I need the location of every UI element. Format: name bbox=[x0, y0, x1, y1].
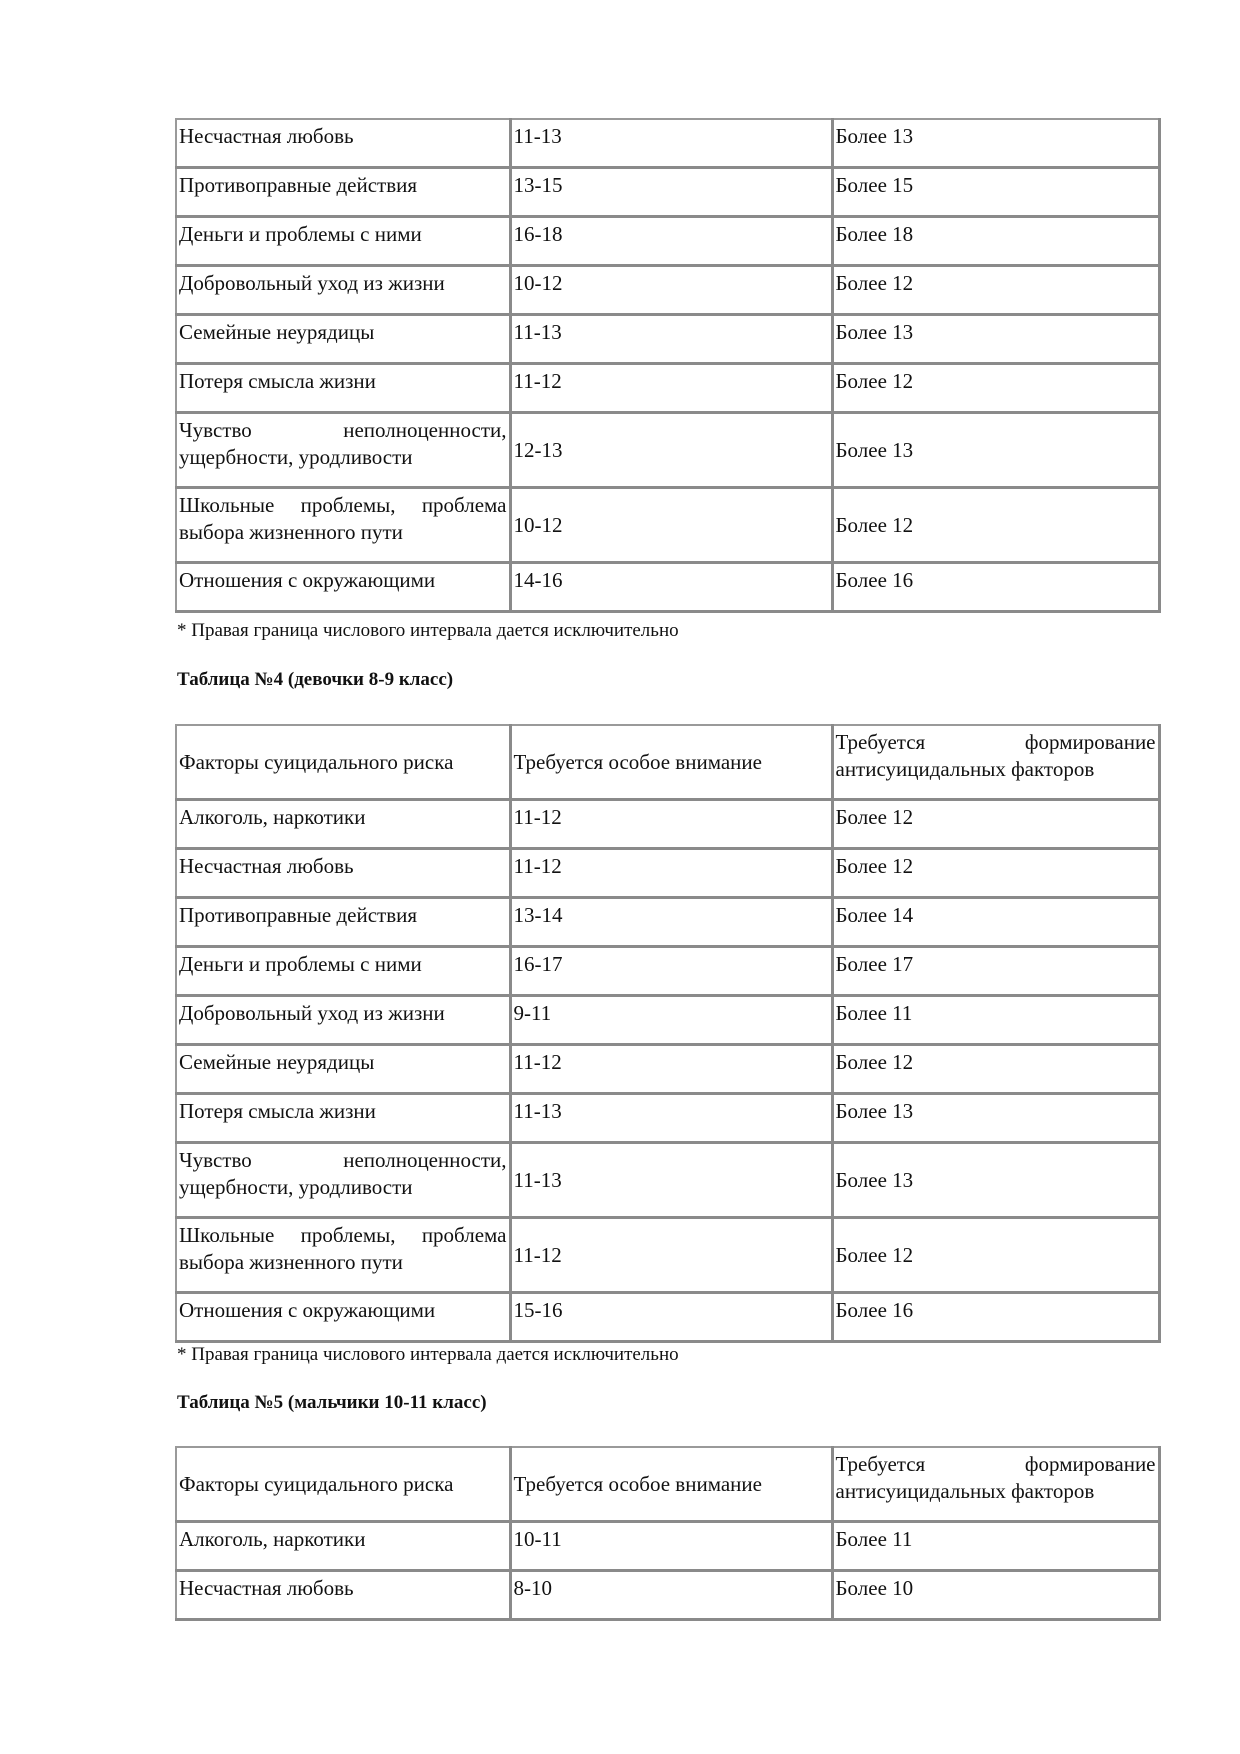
table-4-caption: Таблица №4 (девочки 8-9 класс) bbox=[177, 669, 454, 690]
factor-cell: Добровольный уход из жизни bbox=[176, 996, 510, 1045]
attention-cell: 16-17 bbox=[510, 947, 832, 996]
formation-cell: Более 13 bbox=[832, 413, 1159, 488]
formation-cell: Более 10 bbox=[832, 1571, 1159, 1620]
attention-cell: 15-16 bbox=[510, 1293, 832, 1342]
formation-cell: Более 16 bbox=[832, 1293, 1159, 1342]
table-row bbox=[176, 413, 1159, 488]
attention-cell: 11-12 bbox=[510, 364, 832, 413]
formation-cell: Более 12 bbox=[832, 364, 1159, 413]
table-row bbox=[176, 800, 1159, 849]
attention-cell: 11-13 bbox=[510, 315, 832, 364]
table-5-caption: Таблица №5 (мальчики 10-11 класс) bbox=[177, 1392, 487, 1413]
table-row bbox=[176, 1293, 1159, 1342]
attention-cell: 9-11 bbox=[510, 996, 832, 1045]
table-row bbox=[176, 1571, 1159, 1620]
table-row bbox=[176, 1522, 1159, 1571]
table-3-continued bbox=[175, 118, 1161, 613]
attention-cell: 11-12 bbox=[510, 800, 832, 849]
table-row bbox=[176, 1218, 1159, 1293]
formation-cell: Более 12 bbox=[832, 488, 1159, 563]
factor-cell: Отношения с окружающими bbox=[176, 563, 510, 612]
header-attention: Требуется особое внимание bbox=[510, 1447, 832, 1522]
factor-cell: Деньги и проблемы с ними bbox=[176, 947, 510, 996]
attention-cell: 11-12 bbox=[510, 849, 832, 898]
formation-cell: Более 12 bbox=[832, 1045, 1159, 1094]
header-attention: Требуется особое внимание bbox=[510, 725, 832, 800]
table-row bbox=[176, 119, 1159, 168]
formation-cell: Более 13 bbox=[832, 1143, 1159, 1218]
attention-cell: 13-15 bbox=[510, 168, 832, 217]
attention-cell: 11-12 bbox=[510, 1045, 832, 1094]
table-row bbox=[176, 364, 1159, 413]
table-row bbox=[176, 947, 1159, 996]
factor-cell: Алкоголь, наркотики bbox=[176, 1522, 510, 1571]
table-row bbox=[176, 168, 1159, 217]
factor-cell: Школьные проблемы, проблема выбора жизненного пути bbox=[176, 1218, 510, 1293]
formation-cell: Более 15 bbox=[832, 168, 1159, 217]
attention-cell: 11-13 bbox=[510, 1094, 832, 1143]
table-header-row bbox=[176, 725, 1159, 800]
attention-cell: 8-10 bbox=[510, 1571, 832, 1620]
header-factor: Факторы суицидального риска bbox=[176, 1447, 510, 1522]
factor-cell: Семейные неурядицы bbox=[176, 315, 510, 364]
attention-cell: 16-18 bbox=[510, 217, 832, 266]
table-4-footnote: * Правая граница числового интервала дается исключительно bbox=[177, 1344, 679, 1365]
factor-cell: Несчастная любовь bbox=[176, 849, 510, 898]
formation-cell: Более 12 bbox=[832, 1218, 1159, 1293]
table-row bbox=[176, 1094, 1159, 1143]
factor-cell: Противоправные действия bbox=[176, 898, 510, 947]
attention-cell: 11-13 bbox=[510, 119, 832, 168]
formation-cell: Более 12 bbox=[832, 800, 1159, 849]
table-row bbox=[176, 266, 1159, 315]
table-header-row bbox=[176, 1447, 1159, 1522]
table-3-footnote: * Правая граница числового интервала дается исключительно bbox=[177, 620, 679, 641]
factor-cell: Несчастная любовь bbox=[176, 1571, 510, 1620]
formation-cell: Более 11 bbox=[832, 996, 1159, 1045]
attention-cell: 11-12 bbox=[510, 1218, 832, 1293]
factor-cell: Противоправные действия bbox=[176, 168, 510, 217]
formation-cell: Более 13 bbox=[832, 119, 1159, 168]
attention-cell: 13-14 bbox=[510, 898, 832, 947]
attention-cell: 10-11 bbox=[510, 1522, 832, 1571]
table-row bbox=[176, 488, 1159, 563]
factor-cell: Потеря смысла жизни bbox=[176, 364, 510, 413]
formation-cell: Более 16 bbox=[832, 563, 1159, 612]
factor-cell: Чувство неполноценности, ущербности, уродливости bbox=[176, 413, 510, 488]
factor-cell: Школьные проблемы, проблема выбора жизненного пути bbox=[176, 488, 510, 563]
table-row bbox=[176, 1045, 1159, 1094]
factor-cell: Деньги и проблемы с ними bbox=[176, 217, 510, 266]
formation-cell: Более 18 bbox=[832, 217, 1159, 266]
header-formation: Требуется формирование антисуицидальных факторов bbox=[832, 725, 1159, 800]
attention-cell: 14-16 bbox=[510, 563, 832, 612]
formation-cell: Более 13 bbox=[832, 1094, 1159, 1143]
table-row bbox=[176, 563, 1159, 612]
formation-cell: Более 11 bbox=[832, 1522, 1159, 1571]
factor-cell: Добровольный уход из жизни bbox=[176, 266, 510, 315]
header-formation: Требуется формирование антисуицидальных факторов bbox=[832, 1447, 1159, 1522]
factor-cell: Несчастная любовь bbox=[176, 119, 510, 168]
table-row bbox=[176, 315, 1159, 364]
table-4 bbox=[175, 724, 1161, 1343]
factor-cell: Отношения с окружающими bbox=[176, 1293, 510, 1342]
factor-cell: Семейные неурядицы bbox=[176, 1045, 510, 1094]
formation-cell: Более 13 bbox=[832, 315, 1159, 364]
attention-cell: 12-13 bbox=[510, 413, 832, 488]
factor-cell: Чувство неполноценности, ущербности, уродливости bbox=[176, 1143, 510, 1218]
attention-cell: 10-12 bbox=[510, 266, 832, 315]
attention-cell: 10-12 bbox=[510, 488, 832, 563]
header-factor: Факторы суицидального риска bbox=[176, 725, 510, 800]
formation-cell: Более 12 bbox=[832, 849, 1159, 898]
formation-cell: Более 17 bbox=[832, 947, 1159, 996]
table-row bbox=[176, 217, 1159, 266]
table-row bbox=[176, 996, 1159, 1045]
factor-cell: Алкоголь, наркотики bbox=[176, 800, 510, 849]
attention-cell: 11-13 bbox=[510, 1143, 832, 1218]
table-row bbox=[176, 898, 1159, 947]
formation-cell: Более 12 bbox=[832, 266, 1159, 315]
formation-cell: Более 14 bbox=[832, 898, 1159, 947]
factor-cell: Потеря смысла жизни bbox=[176, 1094, 510, 1143]
table-5 bbox=[175, 1446, 1161, 1621]
table-row bbox=[176, 849, 1159, 898]
table-row bbox=[176, 1143, 1159, 1218]
